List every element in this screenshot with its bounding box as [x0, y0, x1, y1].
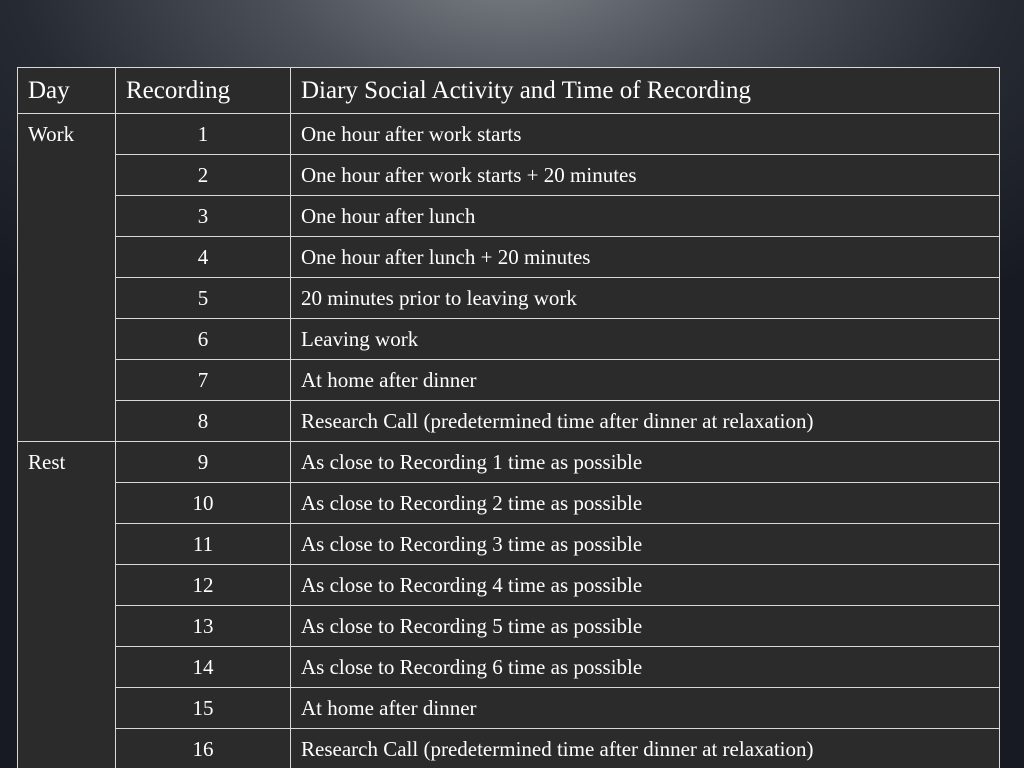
table-row — [18, 360, 1000, 401]
recording-number-cell: 14 — [116, 647, 291, 688]
activity-cell: One hour after work starts + 20 minutes — [291, 155, 1000, 196]
table-row — [18, 155, 1000, 196]
recording-number-cell: 13 — [116, 606, 291, 647]
recording-number-cell: 12 — [116, 565, 291, 606]
table-row — [18, 442, 1000, 483]
table-row — [18, 483, 1000, 524]
table-row — [18, 729, 1000, 768]
recording-number-cell: 7 — [116, 360, 291, 401]
diary-schedule-table — [17, 67, 1000, 768]
table-row — [18, 565, 1000, 606]
table-row — [18, 524, 1000, 565]
table-row — [18, 401, 1000, 442]
header-recording: Recording — [116, 68, 291, 114]
activity-cell: As close to Recording 1 time as possible — [291, 442, 1000, 483]
activity-cell: As close to Recording 2 time as possible — [291, 483, 1000, 524]
activity-cell: At home after dinner — [291, 360, 1000, 401]
header-row — [18, 68, 1000, 114]
table-row — [18, 647, 1000, 688]
activity-cell: Leaving work — [291, 319, 1000, 360]
activity-cell: As close to Recording 4 time as possible — [291, 565, 1000, 606]
recording-number-cell: 9 — [116, 442, 291, 483]
table-row — [18, 606, 1000, 647]
table-row — [18, 114, 1000, 155]
recording-number-cell: 4 — [116, 237, 291, 278]
activity-cell: As close to Recording 5 time as possible — [291, 606, 1000, 647]
table-row — [18, 237, 1000, 278]
recording-number-cell: 11 — [116, 524, 291, 565]
recording-number-cell: 2 — [116, 155, 291, 196]
recording-number-cell: 8 — [116, 401, 291, 442]
header-activity: Diary Social Activity and Time of Recording — [291, 68, 1000, 114]
activity-cell: As close to Recording 6 time as possible — [291, 647, 1000, 688]
recording-number-cell: 5 — [116, 278, 291, 319]
table-body — [18, 114, 1000, 768]
table-header — [18, 68, 1000, 114]
activity-cell: Research Call (predetermined time after dinner at relaxation) — [291, 729, 1000, 768]
recording-number-cell: 16 — [116, 729, 291, 768]
day-cell: Work — [18, 114, 116, 442]
recording-number-cell: 1 — [116, 114, 291, 155]
table-row — [18, 688, 1000, 729]
activity-cell: At home after dinner — [291, 688, 1000, 729]
activity-cell: One hour after lunch — [291, 196, 1000, 237]
recording-number-cell: 10 — [116, 483, 291, 524]
activity-cell: One hour after work starts — [291, 114, 1000, 155]
activity-cell: As close to Recording 3 time as possible — [291, 524, 1000, 565]
activity-cell: One hour after lunch + 20 minutes — [291, 237, 1000, 278]
table-row — [18, 319, 1000, 360]
table-row — [18, 196, 1000, 237]
recording-number-cell: 15 — [116, 688, 291, 729]
activity-cell: 20 minutes prior to leaving work — [291, 278, 1000, 319]
recording-number-cell: 6 — [116, 319, 291, 360]
day-cell: Rest — [18, 442, 116, 768]
activity-cell: Research Call (predetermined time after dinner at relaxation) — [291, 401, 1000, 442]
header-day: Day — [18, 68, 116, 114]
recording-number-cell: 3 — [116, 196, 291, 237]
table-row — [18, 278, 1000, 319]
